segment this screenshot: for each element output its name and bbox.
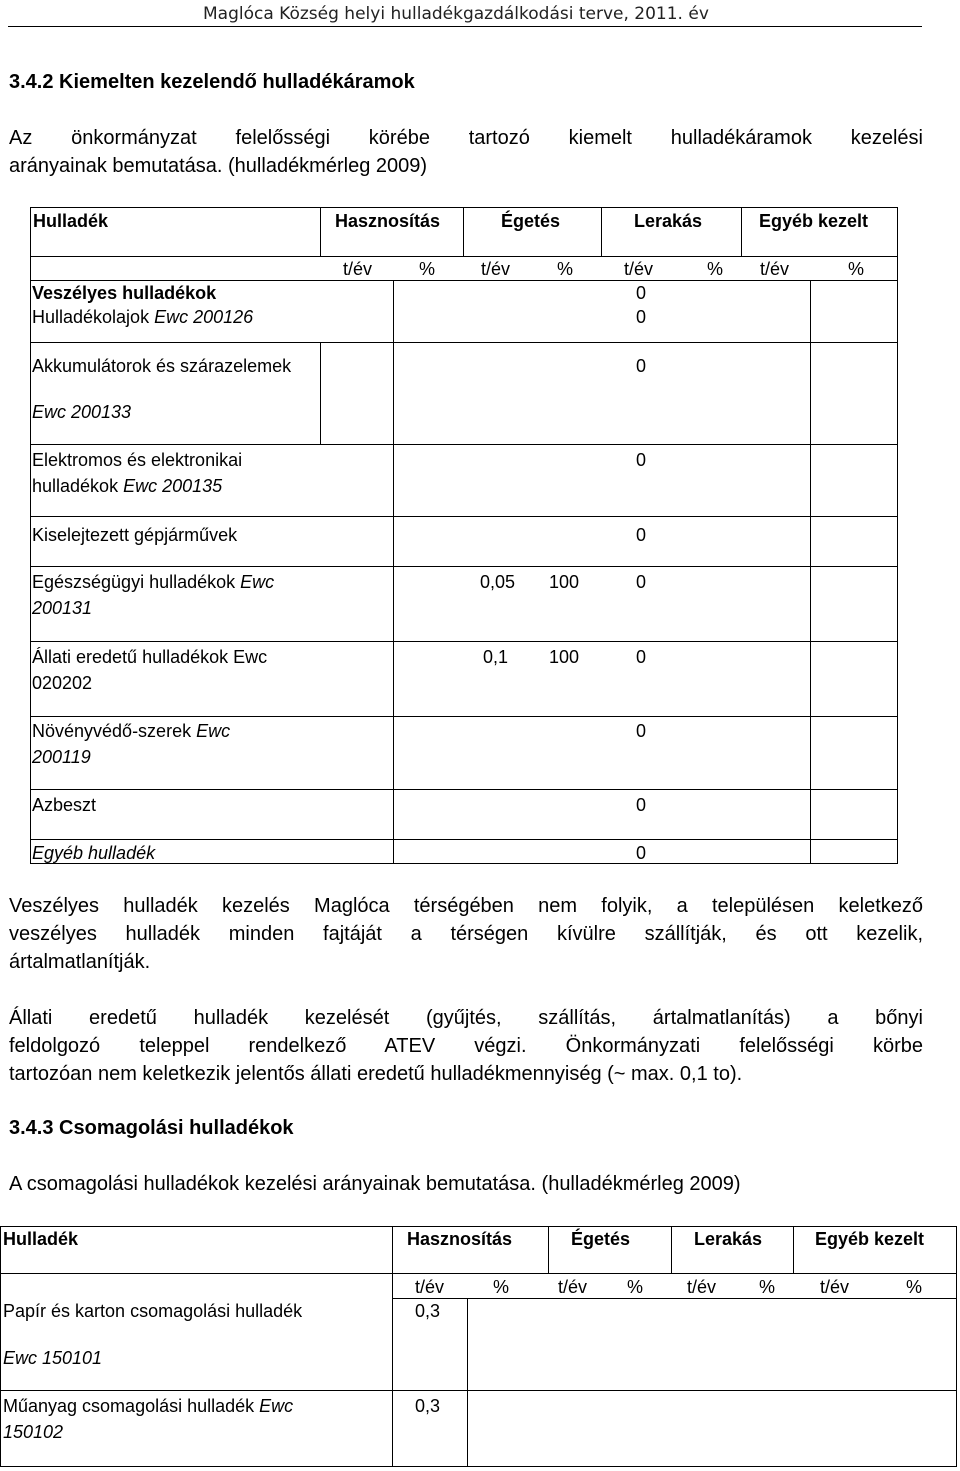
table2-row-name: Papír és karton csomagolási hulladék [3, 1301, 303, 1321]
table1-unit: t/év [343, 259, 373, 279]
table1-header-egetes: Égetés [501, 211, 561, 231]
table2-row-ewc: Ewc 150101 [3, 1348, 103, 1368]
table1-row-lerakas: 0 [636, 572, 647, 592]
table1-row-ewc: Ewc 200133 [32, 402, 132, 422]
table1-row-name: Veszélyes hulladékok [32, 283, 217, 303]
table2-unit: % [759, 1277, 776, 1297]
table1-header-egyeb-kezelt: Egyéb kezelt [759, 211, 869, 231]
para1-line3: ártalmatlanítják. [9, 951, 151, 973]
table1-row-ewc: 200119 [32, 747, 91, 767]
para1-line2: veszélyes hulladék minden fajtáját a térségen kívülre szállítják, és ott kezelik, [9, 923, 923, 945]
table1-unit: t/év [760, 259, 790, 279]
table2-border [0, 1226, 957, 1467]
para1-line1: Veszélyes hulladék kezelés Maglóca térségében nem folyik, a településen keletkező [9, 895, 923, 917]
table1-header-hasznositas: Hasznosítás [335, 211, 441, 231]
table1-row-lerakas: 0 [636, 525, 647, 545]
table2-unit: t/év [820, 1277, 850, 1297]
section2-intro: A csomagolási hulladékok kezelési arányainak bemutatása. (hulladékmérleg 2009) [9, 1173, 741, 1195]
table1-header-lerakas: Lerakás [634, 211, 703, 231]
table1-row-lerakas: 0 [636, 356, 647, 376]
table1-row-lerakas: 0 [636, 283, 647, 303]
section-intro-line2: arányainak bemutatása. (hulladékmérleg 2009) [9, 155, 428, 177]
table1-row-name: Állati eredetű hulladékok Ewc [32, 647, 268, 667]
table1-row-name-cont: 020202 [32, 673, 93, 693]
table2-header-hasznositas: Hasznosítás [407, 1229, 513, 1249]
table2-row-hasznositas-tev: 0,3 [415, 1396, 441, 1416]
table2-unit: % [627, 1277, 644, 1297]
table1-row-name: Elektromos és elektronikai [32, 450, 243, 470]
table1-unit: % [848, 259, 865, 279]
table2-unit: % [906, 1277, 923, 1297]
table1-row-name: Azbeszt [32, 795, 97, 815]
table1-unit: % [419, 259, 436, 279]
table1-row-name-cont: hulladékok Ewc 200135 [32, 476, 223, 496]
table1-row-name: Kiselejtezett gépjárművek [32, 525, 238, 545]
table2-row-name: Műanyag csomagolási hulladék Ewc [3, 1396, 294, 1416]
table1-row-lerakas: 0 [636, 450, 647, 470]
table1-row-name: Akkumulátorok és szárazelemek [32, 356, 292, 376]
table2-header-egetes: Égetés [571, 1229, 631, 1249]
para2-line3: tartozóan nem keletkezik jelentős állati eredetű hulladékmennyiség (~ max. 0,1 to). [9, 1063, 743, 1085]
table1-row-name: Egyéb hulladék [32, 843, 156, 863]
table2-header-hulladek: Hulladék [3, 1229, 79, 1249]
para2-line2: feldolgozó teleppel rendelkező ATEV végzi. Önkormányzati felelősségi körbe [9, 1035, 923, 1057]
section-title-343: 3.4.3 Csomagolási hulladékok [9, 1117, 294, 1139]
table1-unit: % [557, 259, 574, 279]
table1-unit: t/év [624, 259, 654, 279]
table1-row-egetes-tev: 0,1 [483, 647, 509, 667]
table1-row-name: Hulladékolajok Ewc 200126 [32, 307, 254, 327]
table1-row-lerakas: 0 [636, 721, 647, 741]
table1-row-ewc: 200131 [32, 598, 93, 618]
table2-unit: t/év [415, 1277, 445, 1297]
table2-header-lerakas: Lerakás [694, 1229, 763, 1249]
table2-unit: t/év [687, 1277, 717, 1297]
page-header-title: Maglóca Község helyi hulladékgazdálkodási terve, 2011. év [203, 4, 709, 24]
table1-row-lerakas: 0 [636, 843, 647, 863]
table2-header-egyeb-kezelt: Egyéb kezelt [815, 1229, 925, 1249]
table1-header-hulladek: Hulladék [33, 211, 109, 231]
para2-line1: Állati eredetű hulladék kezelését (gyűjtés, szállítás, ártalmatlanítás) a bőnyi [9, 1007, 923, 1029]
table1-row-lerakas: 0 [636, 307, 647, 327]
table1-row-egetes-pct: 100 [549, 572, 580, 592]
table1-unit: t/év [481, 259, 511, 279]
table2-unit: % [493, 1277, 510, 1297]
table2-row-ewc: 150102 [3, 1422, 64, 1442]
table1-row-name: Növényvédő-szerek Ewc [32, 721, 231, 741]
table1-unit: % [707, 259, 724, 279]
header-rule [8, 26, 922, 27]
table2-row-hasznositas-tev: 0,3 [415, 1301, 441, 1321]
table1-row-lerakas: 0 [636, 647, 647, 667]
table1-row-lerakas: 0 [636, 795, 647, 815]
section-intro-line1: Az önkormányzat felelősségi körébe tartozó kiemelt hulladékáramok kezelési [9, 127, 923, 149]
section-title-342: 3.4.2 Kiemelten kezelendő hulladékáramok [9, 71, 415, 93]
table1-row-egetes-pct: 100 [549, 647, 580, 667]
table1-row-egetes-tev: 0,05 [480, 572, 516, 592]
table1-row-name: Egészségügyi hulladékok Ewc [32, 572, 275, 592]
table2-unit: t/év [558, 1277, 588, 1297]
